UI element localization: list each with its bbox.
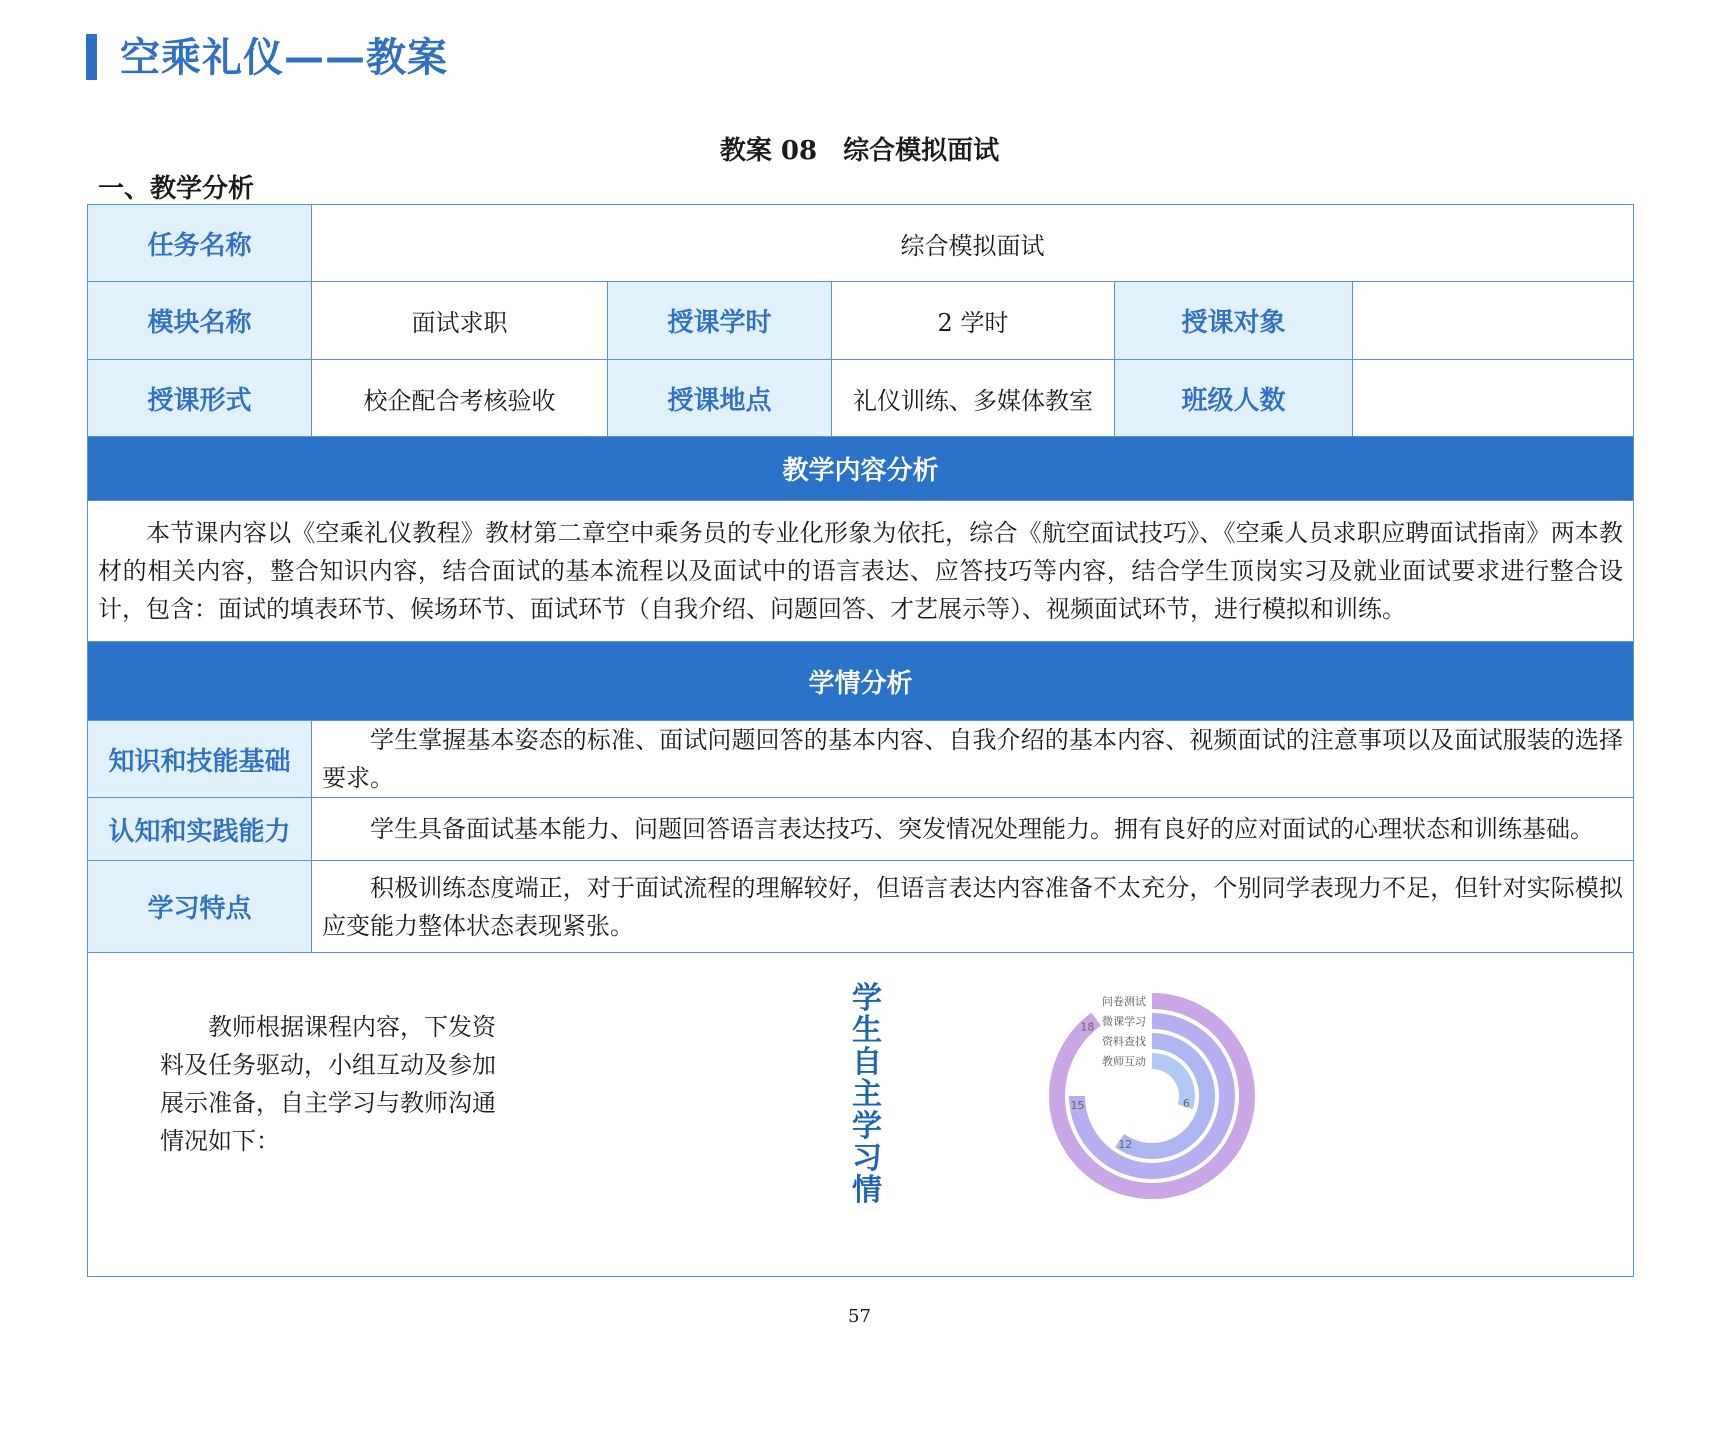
learner-analysis-band: 学情分析	[88, 642, 1634, 721]
audience-value	[1353, 282, 1634, 360]
cognition-text: 学生具备面试基本能力、问题回答语言表达技巧、突发情况处理能力。拥有良好的应对面试的心理状态和训练基础。	[312, 798, 1634, 861]
task-name-value: 综合模拟面试	[312, 205, 1634, 282]
category-label-2: 微课学习	[1102, 1015, 1146, 1028]
audience-label: 授课对象	[1115, 282, 1353, 360]
chart-title: 学生自主学习情	[852, 981, 882, 1208]
place-value: 礼仪训练、多媒体教室	[832, 360, 1115, 437]
category-label-1: 问卷测试	[1102, 995, 1146, 1008]
value-label-2: 15	[1070, 1098, 1085, 1112]
cognition-label: 认知和实践能力	[88, 798, 312, 861]
intro-text: 教师根据课程内容，下发资料及任务驱动，小组互动及参加展示准备，自主学习与教师沟通情况如下：	[160, 1013, 496, 1155]
value-label-1: 18	[1080, 1020, 1095, 1034]
traits-text: 积极训练态度端正，对于面试流程的理解较好，但语言表达内容准备不太充分，个别同学表现力不足，但针对实际模拟应变能力整体状态表现紧张。	[312, 861, 1634, 953]
knowledge-text: 学生掌握基本姿态的标准、面试问题回答的基本内容、自我介绍的基本内容、视频面试的注意事项以及面试服装的选择要求。	[312, 721, 1634, 798]
document-title: 教案 08 综合模拟面试	[719, 136, 1000, 166]
content-analysis-text: 本节课内容以《空乘礼仪教程》教材第二章空中乘务员的专业化形象为依托，综合《航空面试技巧》、《空乘人员求职应聘面试指南》两本教材的相关内容，整合知识内容，结合面试的基本流程以及面试中的语言表达、应答技巧等内容，结合学生顶岗实习及就业面试要求进行整合设计，包含：面试的填表环节、候场环节、面试环节（自我介绍、问题回答、才艺展示等）、视频面试环节，进行模拟和训练。	[88, 501, 1634, 642]
hours-label: 授课学时	[608, 282, 832, 360]
header-accent-bar	[86, 34, 97, 80]
hours-value: 2 学时	[832, 282, 1115, 360]
arc-4	[1152, 1061, 1187, 1107]
value-label-3: 12	[1118, 1138, 1133, 1152]
class-size-value	[1353, 360, 1634, 437]
header-title: 空乘礼仪——教案	[120, 35, 448, 81]
traits-label: 学习特点	[88, 861, 312, 953]
module-value: 面试求职	[312, 282, 608, 360]
page-number: 57	[848, 1306, 871, 1327]
task-name-label: 任务名称	[88, 205, 312, 282]
lesson-plan-table	[87, 204, 1634, 1277]
category-label-4: 教师互动	[1102, 1055, 1146, 1068]
class-size-label: 班级人数	[1115, 360, 1353, 437]
self-study-cell	[88, 953, 1634, 1277]
knowledge-label: 知识和技能基础	[88, 721, 312, 798]
content-analysis-band: 教学内容分析	[88, 437, 1634, 501]
value-label-4: 6	[1182, 1096, 1190, 1110]
category-label-3: 资料查找	[1102, 1035, 1146, 1048]
section-title: 一、教学分析	[98, 174, 255, 204]
module-label: 模块名称	[88, 282, 312, 360]
radial-bar-chart	[988, 983, 1288, 1243]
form-label: 授课形式	[88, 360, 312, 437]
form-value: 校企配合考核验收	[312, 360, 608, 437]
place-label: 授课地点	[608, 360, 832, 437]
